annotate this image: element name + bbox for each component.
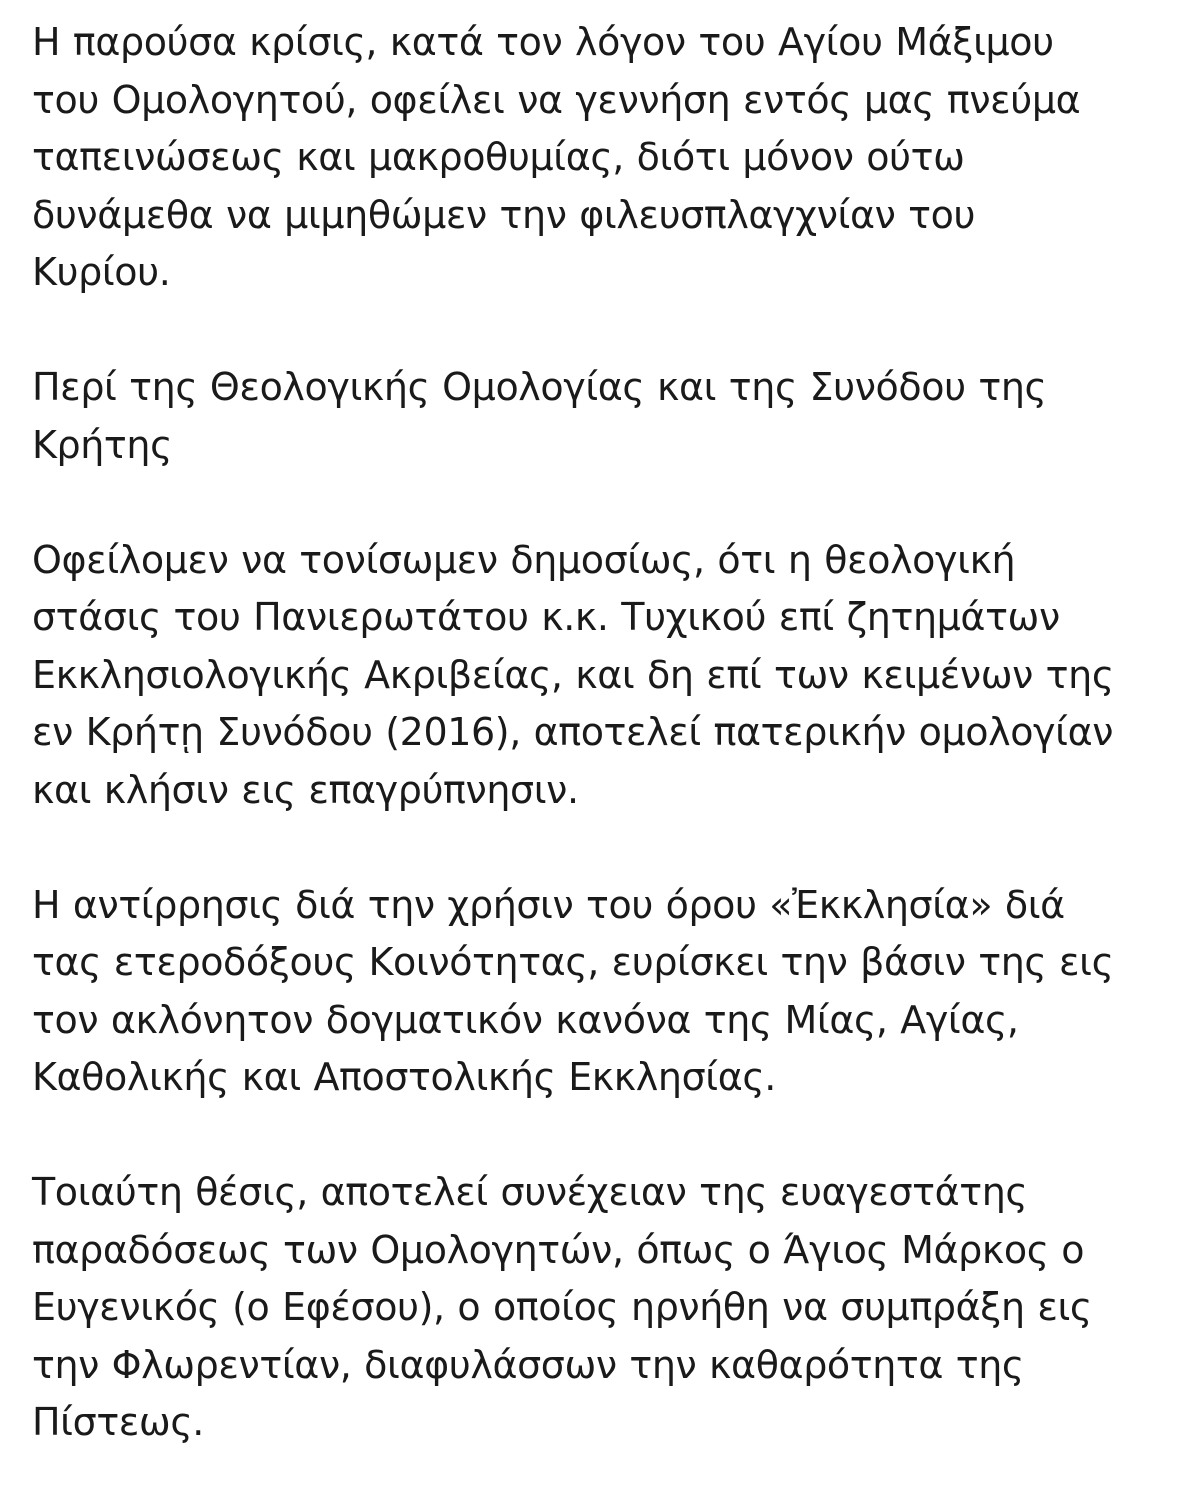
paragraph-mark-of-ephesus: Τοιαύτη θέσις, αποτελεί συνέχειαν της ευαγεστάτης παραδόσεως των Ομολογητών, όπως ο Άγιος Μάρκος ο Ευγενικός (ο Εφέσου), ο οποίος ηρνήθη να συμπράξη εις την Φλωρεντίαν, διαφυλάσσων την καθαρότητα της Πίστεως. (32, 1170, 1092, 1444)
paragraph-tychikos-stance: Οφείλομεν να τονίσωμεν δημοσίως, ότι η θεολογική στάσις του Πανιερωτάτου κ.κ. Τυχικού επί ζητημάτων Εκκλησιολογικής Ακριβείας, και δη επί των κειμένων της εν Κρήτῃ Συνόδου (2016), αποτελεί πατερικήν ομολογίαν και κλήσιν εις επαγρύπνησιν. (32, 537, 1114, 812)
paragraph-spacer (32, 1107, 1162, 1165)
paragraph-spacer (32, 302, 1162, 360)
document-body (32, 14, 1162, 1452)
paragraph-church-term-objection: Η αντίρρησις διά την χρήσιν του όρου «Ἐκκλησία» διά τας ετεροδόξους Κοινότητας, ευρίσκει την βάσιν της εις τον ακλόνητον δογματικόν κανόνα της Μίας, Αγίας, Καθολικής και Αποστολικής Εκκλησίας. (32, 882, 1114, 1099)
paragraph-maximus-humility: Η παρούσα κρίσις, κατά τον λόγον του Αγίου Μάξιμου του Ομολογητού, οφείλει να γεννήση εντός μας πνεύμα ταπεινώσεως και μακροθυμίας, διότι μόνον ούτω δυνάμεθα να μιμηθώμεν την φιλευσπλαγχνίαν του Κυρίου. (32, 20, 1081, 294)
paragraph-spacer (32, 819, 1162, 877)
section-heading-crete-synod: Περί της Θεολογικής Ομολογίας και της Συνόδου της Κρήτης (32, 365, 1047, 467)
paragraph-spacer (32, 474, 1162, 532)
